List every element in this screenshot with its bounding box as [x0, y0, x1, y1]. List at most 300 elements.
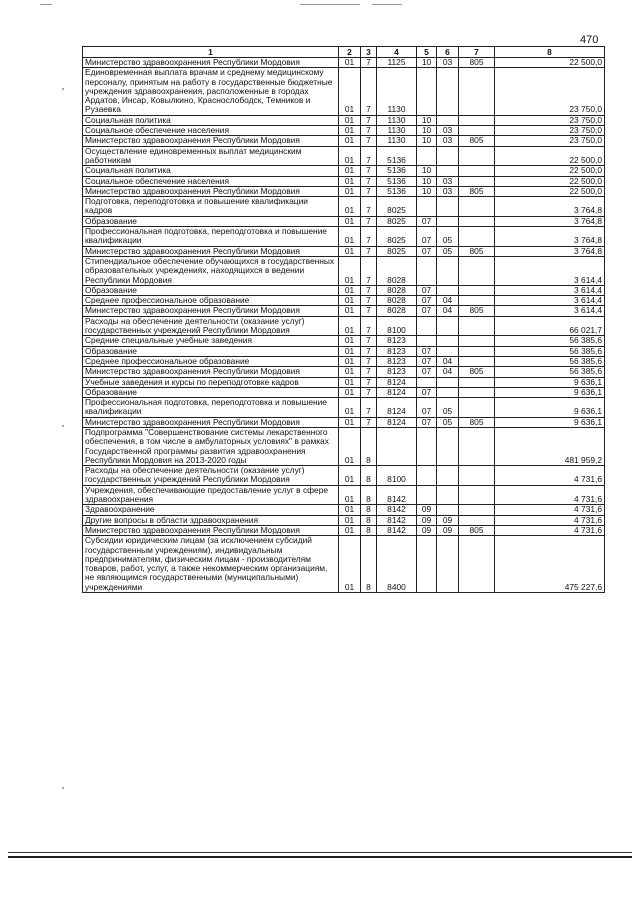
row-col-5: 07: [417, 296, 437, 306]
row-amount: 66 021,7: [495, 316, 605, 336]
table-row: [83, 197, 605, 217]
row-col-6: [437, 285, 459, 295]
row-col-3: 7: [361, 356, 377, 366]
row-col-7: [459, 296, 495, 306]
row-col-2: 01: [339, 285, 361, 295]
row-name: Подпрограмма "Совершенствование системы лекарственного обеспечения, в том числе в амбулаторных условиях" в рамках Государственной программы развития здравоохранения Республики Мордовия на 2013-2020 годы: [83, 427, 339, 465]
table-row: [83, 485, 605, 505]
row-col-5: [417, 197, 437, 217]
row-col-3: 7: [361, 296, 377, 306]
header-col-4: 4: [377, 47, 417, 58]
row-col-6: 03: [437, 126, 459, 136]
row-col-2: 01: [339, 227, 361, 247]
row-col-5: [417, 256, 437, 285]
table-row: [83, 166, 605, 176]
row-col-7: [459, 197, 495, 217]
table-row: [83, 227, 605, 247]
row-col-6: 03: [437, 58, 459, 68]
row-name: Социальная политика: [83, 115, 339, 125]
row-col-5: [417, 466, 437, 486]
row-amount: 9 636,1: [495, 398, 605, 418]
row-col-2: 01: [339, 256, 361, 285]
row-col-7: [459, 485, 495, 505]
table-row: [83, 58, 605, 68]
row-col-7: 805: [459, 367, 495, 377]
row-name: Социальное обеспечение населения: [83, 176, 339, 186]
row-col-3: 8: [361, 505, 377, 515]
header-col-7: 7: [459, 47, 495, 58]
row-col-2: 01: [339, 136, 361, 146]
row-col-3: 7: [361, 216, 377, 226]
row-col-4: 8028: [377, 296, 417, 306]
row-col-6: [437, 216, 459, 226]
row-col-2: 01: [339, 377, 361, 387]
row-name: Профессиональная подготовка, переподготовка и повышение квалификации: [83, 398, 339, 418]
row-name: Стипендиальное обеспечение обучающихся в государственных образовательных учреждениях, находящихся в ведении Республики Мордовия: [83, 256, 339, 285]
row-col-4: 5136: [377, 166, 417, 176]
row-amount: 56 385,6: [495, 356, 605, 366]
row-amount: 475 227,6: [495, 536, 605, 593]
row-amount: 481 959,2: [495, 427, 605, 465]
row-col-3: 7: [361, 387, 377, 397]
row-col-7: [459, 356, 495, 366]
header-col-8: 8: [495, 47, 605, 58]
row-col-3: 7: [361, 285, 377, 295]
row-col-3: 8: [361, 536, 377, 593]
row-col-4: 8142: [377, 525, 417, 535]
row-col-3: 7: [361, 176, 377, 186]
row-amount: 4 731,6: [495, 505, 605, 515]
row-amount: 56 385,6: [495, 367, 605, 377]
row-col-6: [437, 427, 459, 465]
table-row: [83, 176, 605, 186]
header-col-2: 2: [339, 47, 361, 58]
row-amount: 56 385,6: [495, 346, 605, 356]
row-col-7: [459, 515, 495, 525]
row-amount: 22 500,0: [495, 146, 605, 166]
row-col-4: 1130: [377, 115, 417, 125]
row-col-6: [437, 197, 459, 217]
row-col-2: 01: [339, 216, 361, 226]
row-amount: 22 500,0: [495, 176, 605, 186]
row-col-3: 7: [361, 398, 377, 418]
row-col-6: [437, 485, 459, 505]
row-amount: 22 500,0: [495, 166, 605, 176]
row-col-2: 01: [339, 515, 361, 525]
row-name: Профессиональная подготовка, переподготовка и повышение квалификации: [83, 227, 339, 247]
header-col-5: 5: [417, 47, 437, 58]
header-col-3: 3: [361, 47, 377, 58]
row-amount: 23 750,0: [495, 115, 605, 125]
row-col-6: [437, 336, 459, 346]
row-col-4: 8025: [377, 197, 417, 217]
row-col-5: [417, 536, 437, 593]
row-col-3: 7: [361, 256, 377, 285]
row-col-5: [417, 377, 437, 387]
table-row: [83, 387, 605, 397]
row-col-6: [437, 346, 459, 356]
row-col-5: 10: [417, 166, 437, 176]
header-row: [83, 47, 605, 58]
row-col-6: 03: [437, 186, 459, 196]
row-amount: 9 636,1: [495, 387, 605, 397]
table-row: [83, 146, 605, 166]
row-col-7: [459, 336, 495, 346]
row-col-2: 01: [339, 417, 361, 427]
row-col-7: [459, 316, 495, 336]
table-row: [83, 256, 605, 285]
row-col-5: [417, 427, 437, 465]
header-col-6: 6: [437, 47, 459, 58]
row-col-7: [459, 166, 495, 176]
row-col-3: 7: [361, 336, 377, 346]
row-col-3: 8: [361, 525, 377, 535]
row-col-5: 10: [417, 58, 437, 68]
row-col-5: [417, 316, 437, 336]
row-col-4: 5136: [377, 146, 417, 166]
row-name: Средние специальные учебные заведения: [83, 336, 339, 346]
row-col-6: [437, 256, 459, 285]
row-col-5: [417, 336, 437, 346]
row-col-3: 7: [361, 246, 377, 256]
row-amount: 3 764,8: [495, 197, 605, 217]
row-col-6: [437, 115, 459, 125]
row-name: Среднее профессиональное образование: [83, 356, 339, 366]
table-row: [83, 367, 605, 377]
row-col-2: 01: [339, 166, 361, 176]
row-col-7: [459, 146, 495, 166]
table-row: [83, 136, 605, 146]
row-col-6: [437, 316, 459, 336]
row-col-7: 805: [459, 58, 495, 68]
row-col-3: 7: [361, 136, 377, 146]
row-name: Подготовка, переподготовка и повышение квалификации кадров: [83, 197, 339, 217]
row-name: Учебные заведения и курсы по переподготовке кадров: [83, 377, 339, 387]
scan-margin-dot: [62, 425, 64, 427]
row-col-3: 8: [361, 466, 377, 486]
row-col-6: 04: [437, 356, 459, 366]
row-col-6: 04: [437, 306, 459, 316]
row-name: Министерство здравоохранения Республики Мордовия: [83, 525, 339, 535]
table-row: [83, 285, 605, 295]
row-amount: 4 731,6: [495, 525, 605, 535]
row-col-4: [377, 427, 417, 465]
row-amount: 22 500,0: [495, 58, 605, 68]
row-col-4: 8142: [377, 485, 417, 505]
table-row: [83, 115, 605, 125]
table-header: [83, 47, 605, 58]
table-row: [83, 316, 605, 336]
row-col-5: 07: [417, 398, 437, 418]
table-row: [83, 336, 605, 346]
row-col-3: 8: [361, 515, 377, 525]
row-amount: 4 731,6: [495, 485, 605, 505]
row-col-6: 09: [437, 525, 459, 535]
row-name: Министерство здравоохранения Республики Мордовия: [83, 186, 339, 196]
row-col-4: 8025: [377, 227, 417, 247]
row-col-5: [417, 146, 437, 166]
row-col-6: 04: [437, 296, 459, 306]
row-col-2: 01: [339, 367, 361, 377]
row-col-4: 1130: [377, 136, 417, 146]
row-name: Министерство здравоохранения Республики Мордовия: [83, 136, 339, 146]
row-amount: 23 750,0: [495, 136, 605, 146]
row-col-7: [459, 176, 495, 186]
table-row: [83, 536, 605, 593]
row-col-4: 8123: [377, 336, 417, 346]
row-name: Субсидии юридическим лицам (за исключением субсидий государственным учреждениям), индивидуальным предпринимателям, физическим лицам - производителям товаров, работ, услуг, а также некоммерческим организациям, не являющимся государственными (муниципальными) учреждениями: [83, 536, 339, 593]
row-name: Образование: [83, 216, 339, 226]
row-col-7: [459, 256, 495, 285]
row-col-2: 01: [339, 505, 361, 515]
row-col-7: [459, 68, 495, 115]
row-col-4: 5136: [377, 186, 417, 196]
row-col-7: 805: [459, 306, 495, 316]
table-row: [83, 126, 605, 136]
row-col-2: 01: [339, 427, 361, 465]
row-col-4: 1130: [377, 68, 417, 115]
row-col-7: [459, 285, 495, 295]
row-amount: 3 614,4: [495, 256, 605, 285]
row-amount: 3 614,4: [495, 285, 605, 295]
table-row: [83, 417, 605, 427]
table-row: [83, 216, 605, 226]
row-col-6: 03: [437, 136, 459, 146]
row-col-6: 05: [437, 246, 459, 256]
row-name: Учреждения, обеспечивающие предоставление услуг в сфере здравоохранения: [83, 485, 339, 505]
row-amount: 3 764,8: [495, 227, 605, 247]
row-col-2: 01: [339, 126, 361, 136]
table-row: [83, 246, 605, 256]
row-col-3: 7: [361, 227, 377, 247]
row-col-4: 5136: [377, 176, 417, 186]
row-col-5: 10: [417, 115, 437, 125]
row-col-7: 805: [459, 525, 495, 535]
row-col-6: [437, 166, 459, 176]
row-amount: 22 500,0: [495, 186, 605, 196]
row-amount: 3 614,4: [495, 296, 605, 306]
row-name: Осуществление единовременных выплат медицинским работникам: [83, 146, 339, 166]
row-col-5: 09: [417, 525, 437, 535]
row-col-6: 03: [437, 176, 459, 186]
row-col-6: [437, 505, 459, 515]
row-col-3: 7: [361, 306, 377, 316]
row-name: Образование: [83, 285, 339, 295]
row-col-5: 07: [417, 417, 437, 427]
row-col-5: 10: [417, 176, 437, 186]
row-col-3: 7: [361, 316, 377, 336]
table-row: [83, 427, 605, 465]
row-col-5: 07: [417, 306, 437, 316]
row-col-4: 8124: [377, 377, 417, 387]
row-col-3: 7: [361, 197, 377, 217]
row-col-7: [459, 227, 495, 247]
row-col-6: [437, 146, 459, 166]
row-name: Единовременная выплата врачам и среднему медицинскому персоналу, принятым на работу в государственные бюджетные учреждения здравоохранения, расположенные в городах Ардатов, Инсар, Ковылкино, Краснослободск, Темников и Рузаевка: [83, 68, 339, 115]
row-col-4: 8124: [377, 417, 417, 427]
row-name: Другие вопросы в области здравоохранения: [83, 515, 339, 525]
row-col-7: [459, 387, 495, 397]
row-col-3: 7: [361, 58, 377, 68]
row-col-4: 8142: [377, 515, 417, 525]
row-amount: 3 764,8: [495, 246, 605, 256]
row-col-2: 01: [339, 466, 361, 486]
row-col-2: 01: [339, 296, 361, 306]
row-col-3: 7: [361, 115, 377, 125]
row-amount: 4 731,6: [495, 515, 605, 525]
row-col-4: 1130: [377, 126, 417, 136]
row-col-2: 01: [339, 336, 361, 346]
row-name: Министерство здравоохранения Республики Мордовия: [83, 367, 339, 377]
row-col-4: 8123: [377, 356, 417, 366]
table-row: [83, 346, 605, 356]
row-col-3: 7: [361, 166, 377, 176]
row-col-5: 09: [417, 505, 437, 515]
scan-margin-dot: [62, 787, 64, 789]
row-name: Министерство здравоохранения Республики Мордовия: [83, 306, 339, 316]
row-col-5: 07: [417, 346, 437, 356]
row-col-4: 8100: [377, 316, 417, 336]
row-col-5: 07: [417, 227, 437, 247]
row-col-2: 01: [339, 68, 361, 115]
row-col-3: 7: [361, 417, 377, 427]
table-row: [83, 515, 605, 525]
row-col-4: 8123: [377, 346, 417, 356]
row-col-7: 805: [459, 246, 495, 256]
header-col-1: 1: [83, 47, 339, 58]
row-col-7: [459, 536, 495, 593]
row-name: Социальное обеспечение населения: [83, 126, 339, 136]
row-col-5: 07: [417, 367, 437, 377]
row-col-3: 8: [361, 485, 377, 505]
row-amount: 4 731,6: [495, 466, 605, 486]
row-name: Среднее профессиональное образование: [83, 296, 339, 306]
row-col-3: 7: [361, 186, 377, 196]
row-col-5: 10: [417, 126, 437, 136]
row-col-5: 10: [417, 186, 437, 196]
row-col-3: 7: [361, 68, 377, 115]
table-row: [83, 398, 605, 418]
row-col-6: [437, 68, 459, 115]
row-col-2: 01: [339, 197, 361, 217]
row-col-7: [459, 398, 495, 418]
row-amount: 23 750,0: [495, 68, 605, 115]
row-col-4: 8124: [377, 398, 417, 418]
row-col-5: 07: [417, 285, 437, 295]
row-col-2: 01: [339, 316, 361, 336]
row-col-2: 01: [339, 306, 361, 316]
row-col-4: 8025: [377, 216, 417, 226]
row-col-7: 805: [459, 136, 495, 146]
table-row: [83, 466, 605, 486]
row-col-7: [459, 427, 495, 465]
page-bottom-rule: [8, 852, 632, 858]
row-col-5: 10: [417, 136, 437, 146]
row-col-2: 01: [339, 398, 361, 418]
row-col-7: [459, 377, 495, 387]
row-col-7: [459, 216, 495, 226]
table-row: [83, 296, 605, 306]
row-col-6: [437, 466, 459, 486]
row-col-7: [459, 346, 495, 356]
row-col-7: [459, 505, 495, 515]
row-col-3: 7: [361, 126, 377, 136]
row-col-2: 01: [339, 186, 361, 196]
row-col-4: 8123: [377, 367, 417, 377]
row-col-2: 01: [339, 525, 361, 535]
row-col-6: 09: [437, 515, 459, 525]
row-col-3: 8: [361, 427, 377, 465]
row-col-5: 07: [417, 246, 437, 256]
row-name: Социальная политика: [83, 166, 339, 176]
page-number: 470: [580, 34, 599, 46]
row-col-2: 01: [339, 356, 361, 366]
row-amount: 3 614,4: [495, 306, 605, 316]
row-col-6: 05: [437, 227, 459, 247]
table-row: [83, 377, 605, 387]
table-body: [83, 58, 605, 593]
row-col-4: 8025: [377, 246, 417, 256]
table-row: [83, 525, 605, 535]
row-name: Образование: [83, 346, 339, 356]
table-row: [83, 306, 605, 316]
row-amount: 3 764,8: [495, 216, 605, 226]
budget-table: [82, 46, 605, 593]
row-col-2: 01: [339, 346, 361, 356]
row-col-6: 04: [437, 367, 459, 377]
row-col-7: [459, 466, 495, 486]
row-col-3: 7: [361, 346, 377, 356]
row-col-6: 05: [437, 417, 459, 427]
row-col-2: 01: [339, 485, 361, 505]
row-col-2: 01: [339, 176, 361, 186]
row-col-2: 01: [339, 115, 361, 125]
table-row: [83, 356, 605, 366]
row-col-2: 01: [339, 246, 361, 256]
table-row: [83, 186, 605, 196]
row-name: Здравоохранение: [83, 505, 339, 515]
row-name: Расходы на обеспечение деятельности (оказание услуг) государственных учреждений Республики Мордовия: [83, 466, 339, 486]
row-name: Министерство здравоохранения Республики Мордовия: [83, 58, 339, 68]
row-amount: 9 636,1: [495, 377, 605, 387]
table-row: [83, 68, 605, 115]
row-col-6: 05: [437, 398, 459, 418]
row-col-5: [417, 68, 437, 115]
row-amount: 9 636,1: [495, 417, 605, 427]
row-col-4: 1125: [377, 58, 417, 68]
row-col-5: [417, 485, 437, 505]
row-col-5: 07: [417, 387, 437, 397]
row-col-4: 8400: [377, 536, 417, 593]
row-amount: 56 385,6: [495, 336, 605, 346]
row-col-4: 8028: [377, 285, 417, 295]
row-col-5: 09: [417, 515, 437, 525]
row-col-3: 7: [361, 146, 377, 166]
row-col-7: 805: [459, 417, 495, 427]
scan-top-marks: [0, 4, 640, 10]
row-col-4: 8142: [377, 505, 417, 515]
row-col-5: 07: [417, 216, 437, 226]
row-col-4: 8028: [377, 306, 417, 316]
row-col-7: [459, 126, 495, 136]
row-col-4: 8028: [377, 256, 417, 285]
row-col-5: 07: [417, 356, 437, 366]
row-col-7: 805: [459, 186, 495, 196]
row-col-2: 01: [339, 146, 361, 166]
row-name: Образование: [83, 387, 339, 397]
scan-margin-dot: [62, 88, 64, 90]
row-col-7: [459, 115, 495, 125]
